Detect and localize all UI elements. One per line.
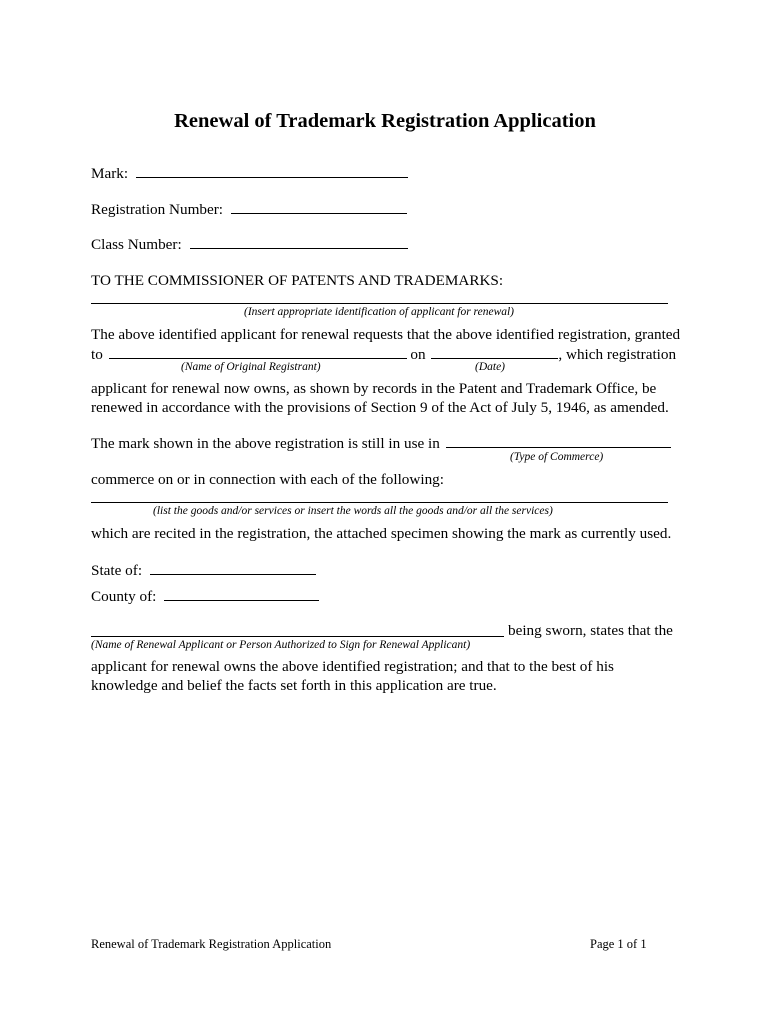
footer-page-number: Page 1 of 1 xyxy=(590,937,647,951)
county-row xyxy=(91,586,319,606)
county-label: County of: xyxy=(91,588,157,605)
goods-services-line[interactable] xyxy=(91,502,668,503)
request-line-2 xyxy=(91,344,676,364)
renewal-applicant-name-caption: (Name of Renewal Applicant or Person Authorized to Sign for Renewal Applicant) xyxy=(91,639,471,651)
class-number-label: Class Number: xyxy=(91,236,182,253)
being-sworn-text: being sworn, states that the xyxy=(508,622,673,639)
class-number-blank-line[interactable] xyxy=(190,234,408,249)
commerce-on-text: commerce on or in connection with each of the following: xyxy=(91,471,444,488)
request-continued-text: applicant for renewal now owns, as shown by records in the Patent and Trademark Office, be renewed in accordance with the provisions of Section 9 of the Act of July 5, 1946, as amended. xyxy=(91,380,669,416)
mark-row xyxy=(91,163,408,183)
applicant-identification-caption: (Insert appropriate identification of applicant for renewal) xyxy=(244,306,515,318)
request-line-1: The above identified applicant for renewal requests that the above identified registration, granted xyxy=(91,326,681,343)
request-on-word: on xyxy=(410,346,426,363)
original-registrant-blank-line[interactable] xyxy=(109,344,407,359)
goods-services-caption: (list the goods and/or services or insert the words all the goods and/or all the services) xyxy=(153,505,553,517)
mark-in-use-text: The mark shown in the above registration is still in use in xyxy=(91,435,440,452)
state-row xyxy=(91,560,316,580)
registration-number-row xyxy=(91,199,407,219)
addressee-text: TO THE COMMISSIONER OF PATENTS AND TRADEMARKS: xyxy=(91,272,504,289)
type-of-commerce-caption: (Type of Commerce) xyxy=(510,451,604,463)
document-title: Renewal of Trademark Registration Application xyxy=(174,110,596,132)
mark-in-use-row xyxy=(91,433,671,453)
date-blank-line[interactable] xyxy=(431,344,558,359)
recited-text: which are recited in the registration, the attached specimen showing the mark as currently used. xyxy=(91,525,672,542)
owns-statement-text: applicant for renewal owns the above identified registration; and that to the best of his knowledge and belief the facts set forth in this application are true. xyxy=(91,658,614,694)
registration-number-label: Registration Number: xyxy=(91,201,224,218)
date-caption: (Date) xyxy=(475,361,506,373)
registration-number-blank-line[interactable] xyxy=(231,199,407,214)
renewal-applicant-name-line[interactable] xyxy=(91,636,504,637)
request-which-text: , which registration xyxy=(558,346,677,363)
original-registrant-caption: (Name of Original Registrant) xyxy=(181,361,321,373)
class-number-row xyxy=(91,234,408,254)
mark-blank-line[interactable] xyxy=(136,163,408,178)
mark-label: Mark: xyxy=(91,165,129,182)
footer-document-title: Renewal of Trademark Registration Application xyxy=(91,937,332,951)
state-label: State of: xyxy=(91,562,143,579)
type-of-commerce-blank-line[interactable] xyxy=(446,433,671,448)
state-blank-line[interactable] xyxy=(150,560,316,575)
county-blank-line[interactable] xyxy=(164,586,319,601)
request-to-word: to xyxy=(91,346,103,363)
applicant-identification-line[interactable] xyxy=(91,303,668,304)
